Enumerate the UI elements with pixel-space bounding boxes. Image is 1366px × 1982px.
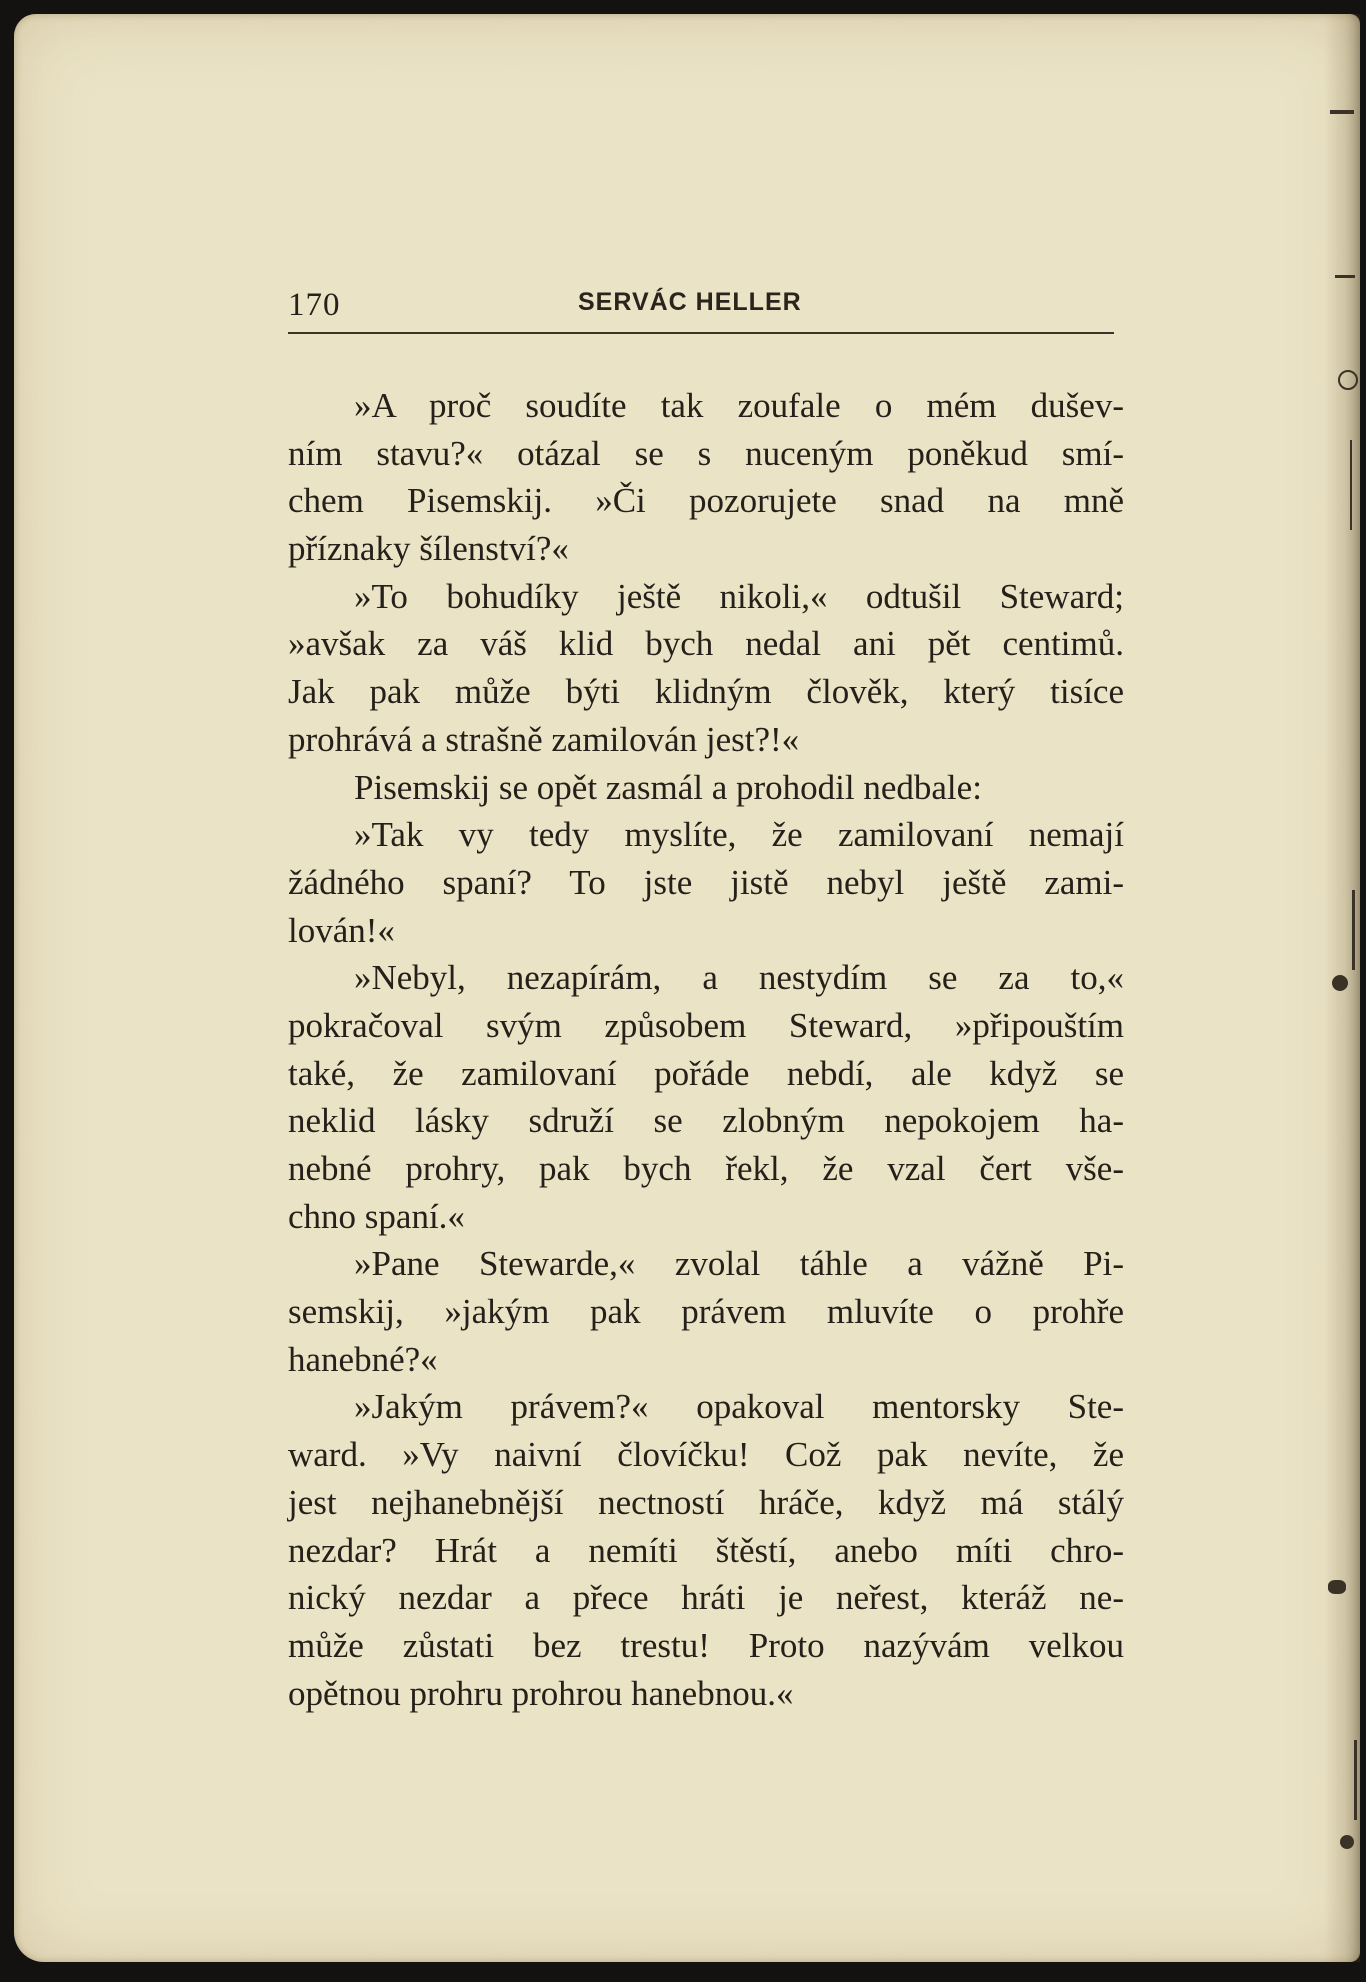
text-line: Jak pak může býti klidným člověk, který tisíce — [288, 672, 1124, 712]
text-line: nezdar? Hrát a nemíti štěstí, anebo míti chro- — [288, 1530, 1124, 1570]
margin-mark — [1338, 370, 1358, 390]
margin-mark — [1332, 975, 1348, 991]
text-line: lován!« — [288, 910, 395, 950]
text-line: může zůstati bez trestu! Proto nazývám velkou — [288, 1625, 1124, 1665]
body-text — [288, 382, 1124, 1717]
text-line: »To bohudíky ještě nikoli,« odtušil Steward; — [354, 576, 1124, 616]
text-line: »A proč soudíte tak zoufale o mém dušev- — [354, 386, 1124, 425]
text-line: Pisemskij se opět zasmál a prohodil nedbale: — [354, 767, 982, 807]
running-head: SERVÁC HELLER — [578, 288, 802, 316]
text-line: semskij, »jakým pak právem mluvíte o prohře — [288, 1292, 1124, 1332]
margin-mark — [1352, 890, 1355, 970]
page-header — [288, 287, 1114, 327]
text-line: nebné prohry, pak bych řekl, že vzal čert vše- — [288, 1149, 1124, 1188]
text-line: jest nejhanebnější nectností hráče, když má stálý — [288, 1482, 1124, 1522]
text-line: nický nezdar a přece hráti je neřest, kteráž ne- — [288, 1578, 1124, 1618]
margin-mark — [1330, 110, 1354, 114]
text-line: neklid lásky sdruží se zlobným nepokojem ha- — [288, 1101, 1124, 1141]
margin-mark — [1350, 440, 1352, 530]
text-line: příznaky šílenství?« — [288, 529, 569, 569]
text-line: pokračoval svým způsobem Steward, »připouštím — [288, 1005, 1124, 1045]
text-line: hanebné?« — [288, 1339, 438, 1379]
margin-mark — [1335, 275, 1355, 278]
text-line: chem Pisemskij. »Či pozorujete snad na mně — [288, 481, 1124, 521]
text-line: »avšak za váš klid bych nedal ani pět centimů. — [288, 624, 1124, 664]
text-line: »Tak vy tedy myslíte, že zamilovaní nemají — [354, 815, 1124, 855]
text-line: také, že zamilovaní pořáde nebdí, ale když se — [288, 1053, 1124, 1093]
text-line: prohrává a strašně zamilován jest?!« — [288, 719, 800, 759]
margin-mark — [1354, 1740, 1357, 1820]
margin-mark — [1328, 1580, 1346, 1594]
text-line: »Pane Stewarde,« zvolal táhle a vážně Pi- — [354, 1244, 1124, 1284]
text-line: ward. »Vy naivní človíčku! Což pak nevíte, že — [288, 1435, 1124, 1475]
text-line: opětnou prohru prohrou hanebnou.« — [288, 1673, 794, 1713]
margin-mark — [1340, 1835, 1354, 1849]
header-rule — [288, 332, 1114, 334]
text-line: »Nebyl, nezapírám, a nestydím se za to,« — [354, 958, 1124, 998]
text-line: »Jakým právem?« opakoval mentorsky Ste- — [354, 1387, 1124, 1427]
text-line: žádného spaní? To jste jistě nebyl ještě zami- — [288, 862, 1124, 902]
page-number: 170 — [288, 287, 341, 323]
text-line: ním stavu?« otázal se s nuceným poněkud smí- — [288, 433, 1124, 473]
text-line: chno spaní.« — [288, 1196, 465, 1236]
